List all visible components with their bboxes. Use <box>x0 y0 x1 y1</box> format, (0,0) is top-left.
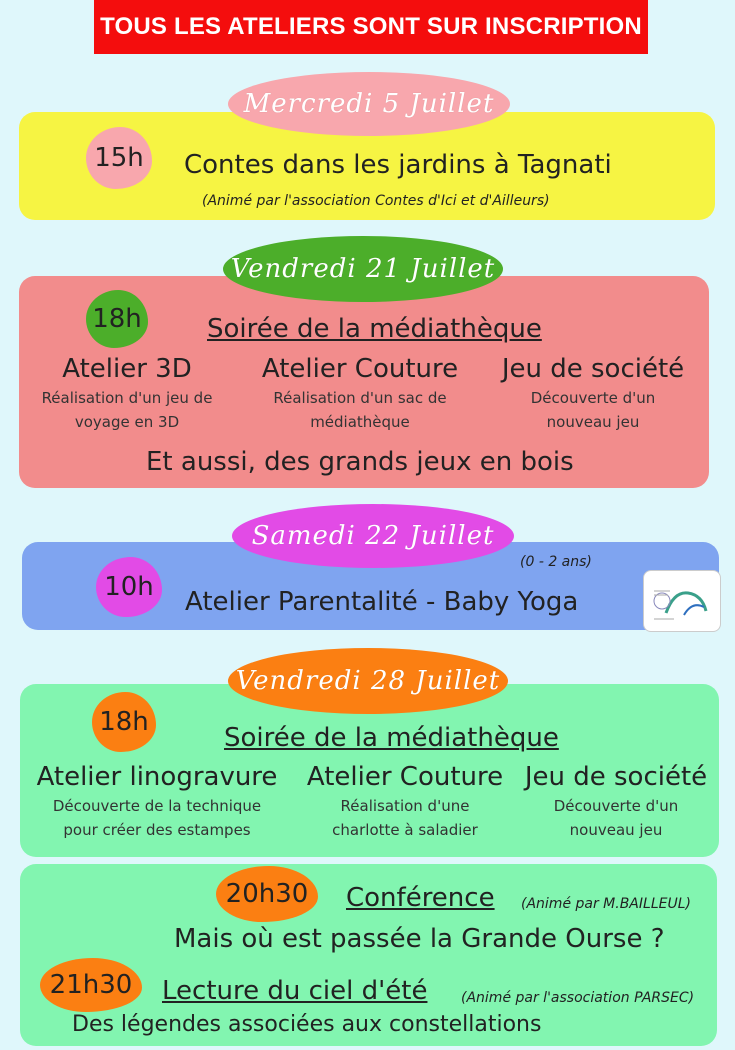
workshop-board-game <box>490 354 696 434</box>
time-badge-21h30: 21h30 <box>40 958 142 1012</box>
workshop-desc: Réalisation d'un sac de <box>273 389 447 407</box>
workshop-3d <box>22 354 232 434</box>
conference-note: (Animé par M.BAILLEUL) <box>521 896 691 912</box>
reading-title: Lecture du ciel d'été <box>162 976 428 1006</box>
time-badge-18h: 18h <box>92 692 156 752</box>
conference-title: Conférence <box>346 883 495 913</box>
workshop-desc: pour créer des estampes <box>63 821 251 839</box>
workshop-title: Atelier 3D <box>62 354 192 384</box>
workshop-board-game <box>518 762 714 842</box>
event-title: Soirée de la médiathèque <box>224 723 559 753</box>
time-badge-20h30: 20h30 <box>216 866 318 922</box>
workshop-linogravure <box>24 762 290 842</box>
time-badge-10h: 10h <box>96 557 162 617</box>
registration-banner: TOUS LES ATELIERS SONT SUR INSCRIPTION <box>94 0 648 54</box>
workshop-title: Jeu de société <box>524 762 708 792</box>
time-badge-15h: 15h <box>86 127 152 189</box>
event-note: (Animé par l'association Contes d'Ici et d'Ailleurs) <box>202 193 550 209</box>
day-label-july-22: Samedi 22 Juillet <box>232 504 514 568</box>
workshop-title: Jeu de société <box>501 354 685 384</box>
time-badge-18h: 18h <box>86 290 148 348</box>
workshop-desc: nouveau jeu <box>569 821 663 839</box>
workshop-desc: nouveau jeu <box>546 413 640 431</box>
age-range: (0 - 2 ans) <box>520 554 592 570</box>
workshop-desc: Réalisation d'un jeu de <box>41 389 213 407</box>
day-label-july-21: Vendredi 21 Juillet <box>223 236 503 302</box>
workshop-title: Atelier linogravure <box>36 762 278 792</box>
workshop-couture <box>250 354 470 434</box>
day-label-july-5: Mercredi 5 Juillet <box>228 72 510 136</box>
workshop-desc: Découverte de la technique <box>52 797 262 815</box>
event-title: Soirée de la médiathèque <box>207 314 542 344</box>
workshop-desc: médiathèque <box>310 413 410 431</box>
event-title: Contes dans les jardins à Tagnati <box>184 150 612 180</box>
workshop-couture <box>295 762 515 842</box>
workshop-title: Atelier Couture <box>306 762 504 792</box>
day-label-july-28: Vendredi 28 Juillet <box>228 648 508 714</box>
workshop-desc: Découverte d'un <box>553 797 679 815</box>
workshop-desc: charlotte à saladier <box>332 821 478 839</box>
association-logo-icon <box>643 570 721 632</box>
event-title: Atelier Parentalité - Baby Yoga <box>185 587 579 617</box>
workshop-desc: Réalisation d'une <box>340 797 470 815</box>
workshop-desc: Découverte d'un <box>530 389 656 407</box>
reading-note: (Animé par l'association PARSEC) <box>461 990 695 1006</box>
event-footer: Et aussi, des grands jeux en bois <box>146 447 574 477</box>
workshop-desc: voyage en 3D <box>74 413 180 431</box>
reading-subtitle: Des légendes associées aux constellations <box>72 1012 542 1037</box>
conference-subtitle: Mais où est passée la Grande Ourse ? <box>174 924 665 954</box>
workshop-title: Atelier Couture <box>261 354 459 384</box>
